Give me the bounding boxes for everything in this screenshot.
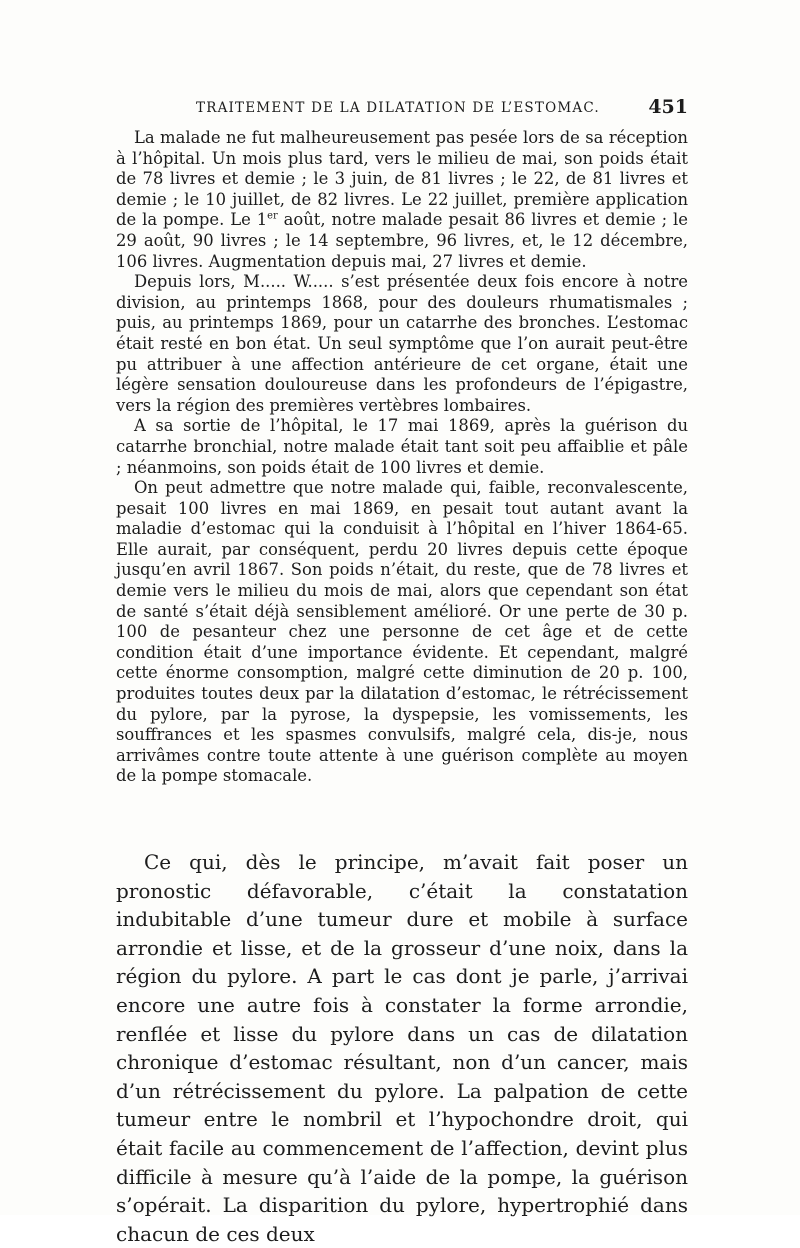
paragraph-discharge: A sa sortie de l’hôpital, le 17 mai 1869, après la guérison du catarrhe bronchial, notre malade était tant soit peu affaiblie et pâle ; néanmoins, son poids était de 100 livres et demie. [116, 416, 688, 477]
paragraph-weight-record: La malade ne fut malheureusement pas pesée lors de sa réception à l’hôpital. Un mois plus tard, vers le milieu de mai, son poids était de 78 livres et demie ; le 3 juin, de 81 livres ; le 22, de 81 livres et demie ; le 10 juillet, de 82 livres. Le 22 juillet, première application de la pompe. Le 1er août, notre malade pesait 86 livres et demie ; le 29 août, 90 livres ; le 14 septembre, 96 livres, et, le 12 décembre, 106 livres. Augmentation depuis mai, 27 livres et demie. [116, 128, 688, 271]
main-text-section [116, 848, 688, 1248]
running-title: TRAITEMENT DE LA DILATATION DE L’ESTOMAC. [196, 100, 600, 116]
small-print-section [116, 128, 688, 787]
paragraph-prognosis: Ce qui, dès le principe, m’avait fait poser un pronostic défavorable, c’était la constatation indubitable d’une tumeur dure et mobile à surface arrondie et lisse, et de la grosseur d’une noix, dans la région du pylore. A part le cas dont je parle, j’arrivai encore une autre fois à constater la forme arrondie, renflée et lisse du pylore dans un cas de dilatation chronique d’estomac résultant, non d’un cancer, mais d’un rétrécissement du pylore. La palpation de cette tumeur entre le nombril et l’hypochondre droit, qui était facile au commencement de l’affection, devint plus difficile à mesure qu’à l’aide de la pompe, la guérison s’opérait. La disparition du pylore, hypertrophié dans chacun de ces deux [116, 850, 688, 1246]
page-number: 451 [648, 96, 688, 118]
page-header [116, 96, 688, 122]
paragraph-weight-analysis: On peut admettre que notre malade qui, faible, reconvalescente, pesait 100 livres en mai 1869, en pesait tout autant avant la maladie d’estomac qui la conduisit à l’hôpital en l’hiver 1864-65. Elle aurait, par conséquent, perdu 20 livres depuis cette époque jusqu’en avril 1867. Son poids n’était, du reste, que de 78 livres et demie vers le milieu du mois de mai, alors que cependant son état de santé s’était déjà sensiblement amélioré. Or une perte de 30 p. 100 de pesanteur chez une personne de cet âge et de cette condition était d’une importance évidente. Et cependant, malgré cette énorme consomption, malgré cette diminution de 20 p. 100, produites toutes deux par la dilatation d’estomac, le rétrécissement du pylore, par la pyrose, la dyspepsie, les vomissements, les souffrances et les spasmes convulsifs, malgré cela, dis-je, nous arrivâmes contre toute attente à une guérison complète au moyen de la pompe stomacale. [116, 478, 688, 786]
paragraph-later-visits: Depuis lors, M..... W..... s’est présentée deux fois encore à notre division, au printemps 1868, pour des douleurs rhumatismales ; puis, au printemps 1869, pour un catarrhe des bronches. L’estomac était resté en bon état. Un seul symptôme que l’on aurait peut-être pu attribuer à une affection antérieure de cet organe, était une légère sensation douloureuse dans les profondeurs de l’épigastre, vers la région des premières vertèbres lombaires. [116, 272, 688, 415]
